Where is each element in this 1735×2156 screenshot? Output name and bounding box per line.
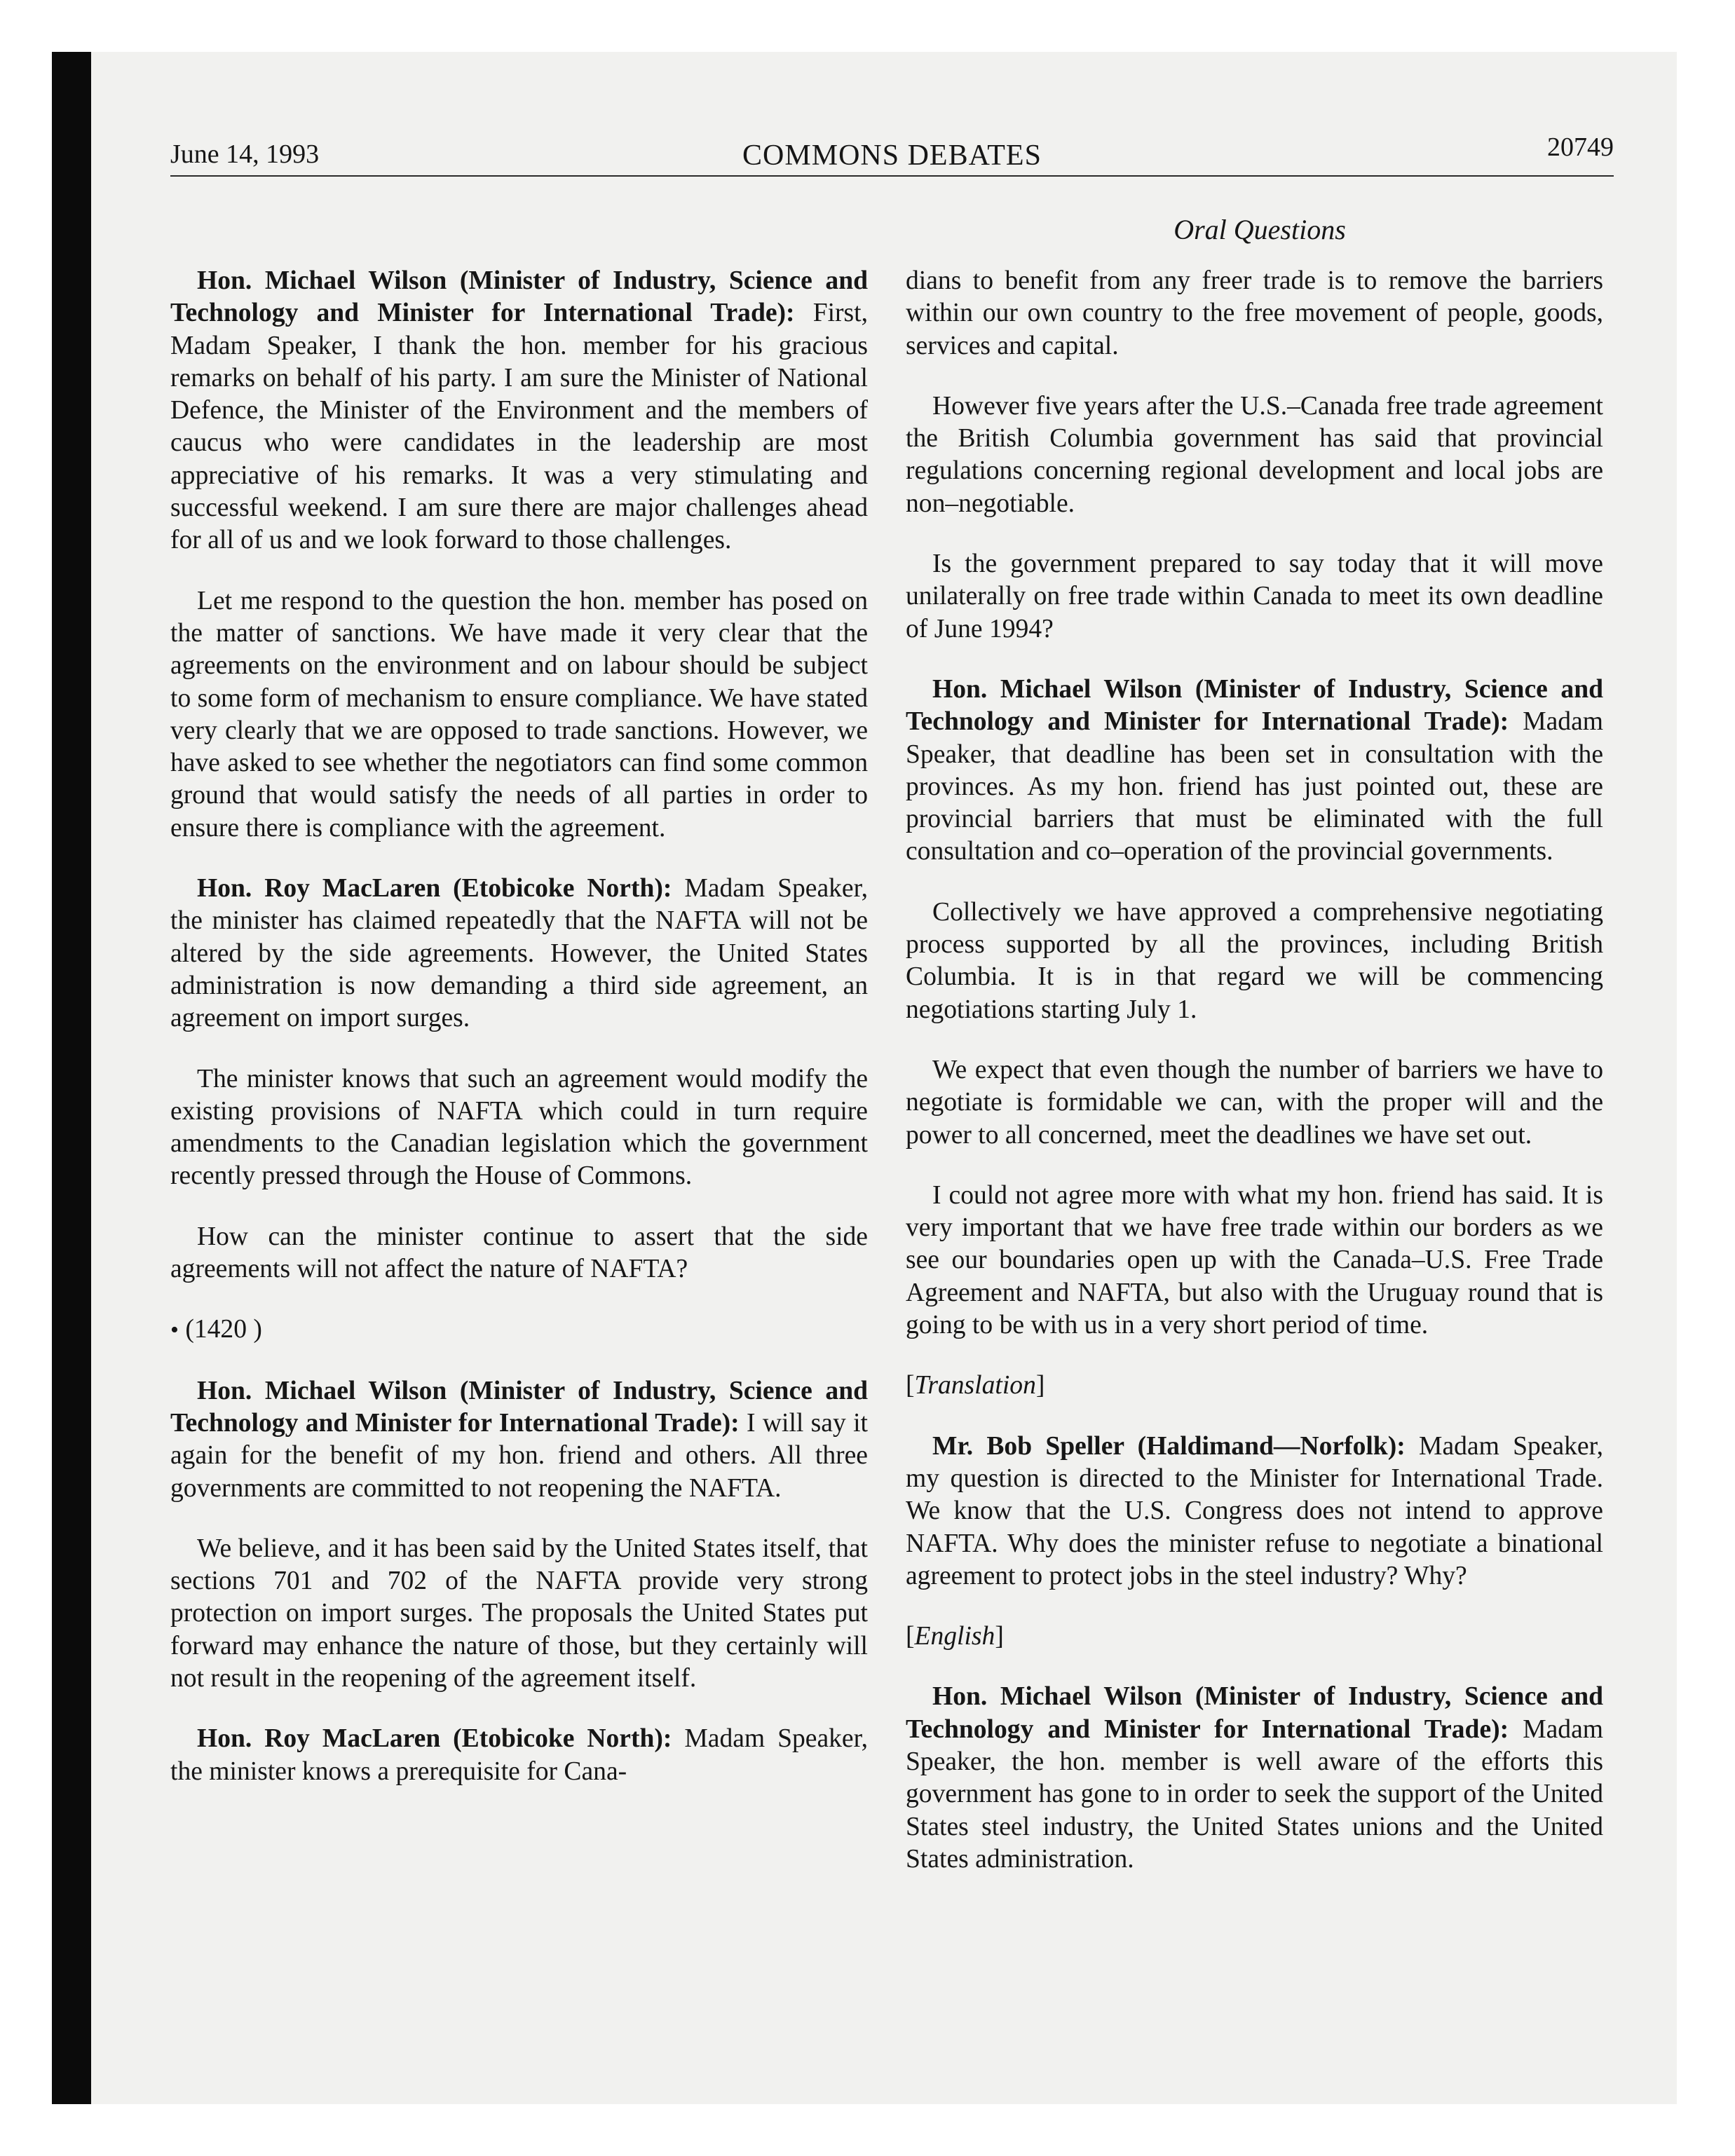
section-title: Oral Questions bbox=[1173, 214, 1346, 245]
paragraph bbox=[906, 1681, 1603, 1876]
paragraph bbox=[170, 1375, 868, 1505]
binding-edge bbox=[52, 52, 91, 2104]
page-header bbox=[170, 132, 1614, 174]
paragraph: However five years after the U.S.–Canada free trade agreement the British Columbia government has said that provincial regulations concerning regional development and local jobs are non–negotiable. bbox=[906, 391, 1603, 518]
paragraph bbox=[906, 674, 1603, 868]
paragraph: I could not agree more with what my hon. friend has said. It is very important that we have free trade within our borders as we see our boundaries open up with the Canada–U.S. Free Trade Agreement and NAFTA, but also with the Uruguay round that is going to be with us in a very short period of time. bbox=[906, 1180, 1603, 1340]
bracket-open: [ bbox=[906, 1371, 915, 1400]
header-rule bbox=[170, 175, 1614, 177]
paragraph-text: Madam Speaker, the hon. member is well aware of the efforts this government has gone to in order to seek the support of the United States steel industry, the United States unions and the United States administration. bbox=[906, 1714, 1603, 1874]
paragraph: We expect that even though the number of barriers we have to negotiate is formidable we can, with the proper will and the power to all concerned, meet the deadlines we have set out. bbox=[906, 1055, 1603, 1149]
paragraph-text: I will say it again for the benefit of my hon. friend and others. All three governments are committed to not reopening the NAFTA. bbox=[170, 1408, 868, 1503]
paragraph bbox=[170, 265, 868, 557]
speaker-name: Mr. Bob Speller (Haldimand—Norfolk): bbox=[932, 1431, 1406, 1461]
time-marker-text: (1420 ) bbox=[185, 1315, 262, 1344]
bullet-icon: • bbox=[170, 1317, 179, 1344]
speaker-name: Hon. Michael Wilson (Minister of Industry, Science and Technology and Minister for International Trade): bbox=[170, 266, 868, 328]
paragraph: We believe, and it has been said by the United States itself, that sections 701 and 702 of the NAFTA provide very strong protection on import surges. The proposals the United States put forward may enhance the nature of those, but they certainly will not result in the reopening of the agreement itself. bbox=[170, 1534, 868, 1693]
bracket-close: ] bbox=[995, 1622, 1004, 1651]
paragraph: dians to benefit from any freer trade is to remove the barriers within our own country to the free movement of people, goods, services and capital. bbox=[906, 266, 1603, 360]
paragraph: How can the minister continue to assert that the side agreements will not affect the nature of NAFTA? bbox=[170, 1222, 868, 1284]
bracket-close: ] bbox=[1035, 1371, 1045, 1400]
paragraph-text: Madam Speaker, the minister has claimed repeatedly that the NAFTA will not be altered by the side agreements. However, the United States administration is now demanding a third side agreement, an agreement on import surges. bbox=[170, 874, 868, 1033]
paragraph bbox=[906, 1431, 1603, 1592]
speaker-name: Hon. Michael Wilson (Minister of Industry, Science and Technology and Minister for International Trade): bbox=[906, 674, 1603, 737]
speaker-name: Hon. Michael Wilson (Minister of Industry, Science and Technology and Minister for International Trade): bbox=[170, 1376, 868, 1438]
paragraph-text: First, Madam Speaker, I thank the hon. member for his gracious remarks on behalf of his party. I am sure the Minister of National Defence, the Minister of the Environment and the members of caucus who were candidates in the leadership are most appreciative of his remarks. It was a very stimulating and successful weekend. I am sure there are major challenges ahead for all of us and we look forward to those challenges. bbox=[170, 299, 868, 555]
header-title: COMMONS DEBATES bbox=[742, 139, 1042, 172]
paragraph: Is the government prepared to say today that it will move unilaterally on free trade within Canada to meet its own deadline of June 1994? bbox=[906, 550, 1603, 643]
paragraph: Let me respond to the question the hon. member has posed on the matter of sanctions. We have made it very clear that the agreements on the environment and on labour should be subject to some form of mechanism to ensure compliance. We have stated very clearly that we are opposed to trade sanctions. However, we have asked to see whether the negotiators can find some common ground that would satisfy the needs of all parties in order to ensure there is compliance with the agreement. bbox=[170, 586, 868, 842]
paragraph-text: Madam Speaker, that deadline has been set in consultation with the provinces. As my hon. friend has just pointed out, these are provincial barriers that must be eliminated with the full consultation and co–operation of the provincial governments. bbox=[906, 707, 1603, 866]
paragraph bbox=[170, 873, 868, 1035]
speaker-name: Hon. Michael Wilson (Minister of Industry, Science and Technology and Minister for International Trade): bbox=[906, 1682, 1603, 1744]
header-page-number: 20749 bbox=[1547, 132, 1614, 162]
header-date: June 14, 1993 bbox=[170, 139, 320, 169]
paragraph-text: Madam Speaker, the minister knows a prerequisite for Cana- bbox=[170, 1724, 868, 1786]
speaker-name: Hon. Roy MacLaren (Etobicoke North): bbox=[197, 874, 672, 903]
paragraph-text: Madam Speaker, my question is directed to the Minister for International Trade. We know that the U.S. Congress does not intend to approve NAFTA. Why does the minister refuse to negotiate a binational agreement to protect jobs in the steel industry? Why? bbox=[906, 1431, 1604, 1590]
paragraph: Collectively we have approved a comprehensive negotiating process supported by all the provinces, including British Columbia. It is in that regard we will be commencing negotiations starting July 1. bbox=[906, 897, 1603, 1024]
language-tag-text: Translation bbox=[914, 1371, 1036, 1400]
left-column bbox=[170, 265, 868, 1816]
paragraph: The minister knows that such an agreement would modify the existing provisions of NAFTA which could in turn require amendments to the Canadian legislation which the government recently pressed through the House of Commons. bbox=[170, 1064, 868, 1191]
bracket-open: [ bbox=[906, 1622, 915, 1651]
speaker-name: Hon. Roy MacLaren (Etobicoke North): bbox=[197, 1724, 672, 1754]
paragraph bbox=[170, 1723, 868, 1788]
language-tag-text: English bbox=[914, 1622, 995, 1651]
language-tag bbox=[906, 1370, 1603, 1402]
language-tag bbox=[906, 1621, 1603, 1653]
right-column bbox=[906, 265, 1603, 1904]
time-marker bbox=[170, 1314, 868, 1346]
